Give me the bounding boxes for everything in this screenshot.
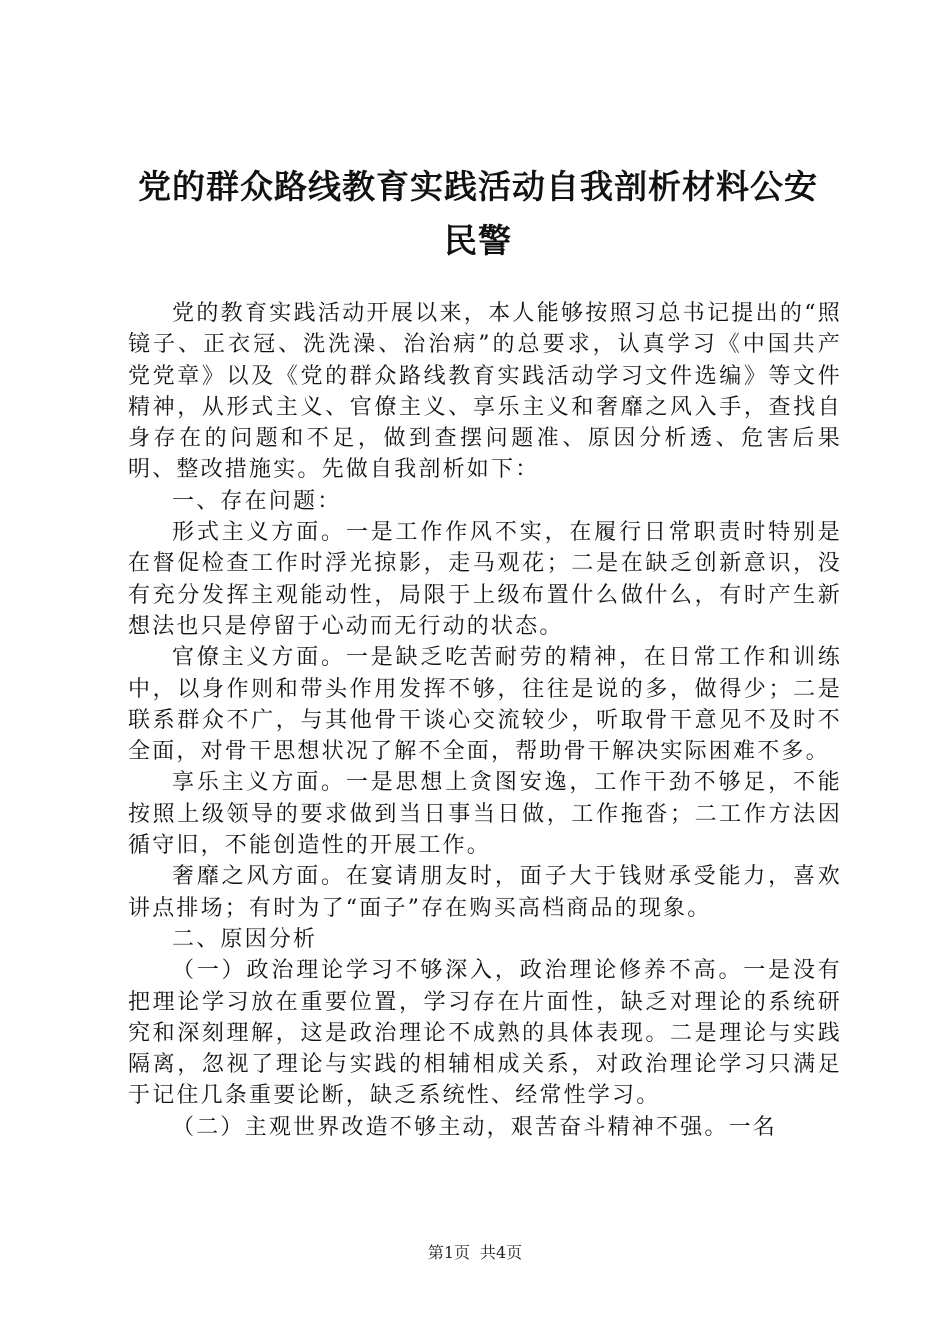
paragraph-hedonism: 享乐主义方面。一是思想上贪图安逸，工作干劲不够足，不能按照上级领导的要求做到当日事当日做，工作拖沓；二工作方法因循守旧，不能创造性的开展工作。 xyxy=(128,770,842,859)
document-body xyxy=(128,298,842,1143)
paragraph-extravagance: 奢靡之风方面。在宴请朋友时，面子大于钱财承受能力，喜欢讲点排场；有时为了“面子”存在购买高档商品的现象。 xyxy=(128,864,842,921)
page-number: 第1页 xyxy=(427,1243,470,1262)
paragraph-formalism: 形式主义方面。一是工作作风不实，在履行日常职责时特别是在督促检查工作时浮光掠影，走马观花；二是在缺乏创新意识，没有充分发挥主观能动性，局限于上级布置什么做什么，有时产生新想法也只是停留于心动而无行动的状态。 xyxy=(128,520,842,639)
page-total: 共4页 xyxy=(480,1243,523,1262)
section-heading-causes: 二、原因分析 xyxy=(172,926,318,952)
paragraph-intro: 党的教育实践活动开展以来，本人能够按照习总书记提出的“照镜子、正衣冠、洗洗澡、治治病”的总要求，认真学习《中国共产党党章》以及《党的群众路线教育实践活动学习文件选编》等文件精神，从形式主义、官僚主义、享乐主义和奢靡之风入手，查找自身存在的问题和不足，做到查摆问题准、原因分析透、危害后果明、整改措施实。先做自我剖析如下： xyxy=(128,301,842,483)
title-line-2: 民警 xyxy=(444,221,512,260)
title-line-1: 党的群众路线教育实践活动自我剖析材料公安 xyxy=(138,167,818,206)
paragraph-cause-1: （一）政治理论学习不够深入，政治理论修养不高。一是没有把理论学习放在重要位置，学习存在片面性，缺乏对理论的系统研究和深刻理解，这是政治理论不成熟的具体表现。二是理论与实践隔离，忽视了理论与实践的相辅相成关系，对政治理论学习只满足于记住几条重要论断，缺乏系统性、经常性学习。 xyxy=(128,958,842,1109)
paragraph-bureaucratism: 官僚主义方面。一是缺乏吃苦耐劳的精神，在日常工作和训练中，以身作则和带头作用发挥不够，往往是说的多，做得少；二是联系群众不广，与其他骨干谈心交流较少，听取骨干意见不及时不全面，对骨干思想状况了解不全面，帮助骨干解决实际困难不多。 xyxy=(128,645,842,765)
section-heading-problems: 一、存在问题： xyxy=(172,488,342,514)
document-title xyxy=(118,160,838,268)
paragraph-cause-2: （二）主观世界改造不够主动，艰苦奋斗精神不强。一名 xyxy=(172,1114,778,1140)
page-footer xyxy=(0,1242,950,1264)
